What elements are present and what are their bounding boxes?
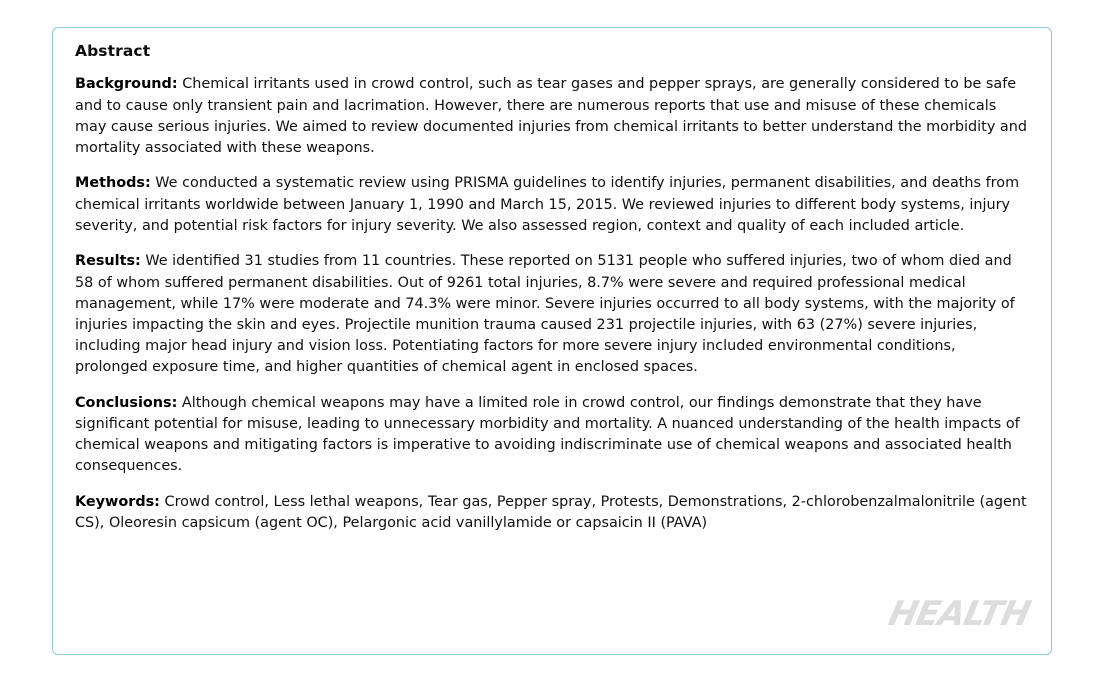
abstract-section-background — [75, 74, 1029, 159]
abstract-heading: Abstract — [75, 42, 151, 60]
abstract-section-keywords — [75, 492, 1029, 534]
section-label-methods: Methods: — [75, 175, 151, 192]
section-text-keywords: Crowd control, Less lethal weapons, Tear gas, Pepper spray, Protests, Demonstrations, 2-chlorobenzalmalonitrile (agent CS), Oleoresin capsicum (agent OC), Pelargonic acid vanillylamide or capsaicin II (PAVA) — [75, 493, 1027, 532]
abstract-section-methods — [75, 173, 1029, 237]
section-label-keywords: Keywords: — [75, 493, 160, 510]
section-text-methods: We conducted a systematic review using PRISMA guidelines to identify injuries, permanent disabilities, and deaths from chemical irritants worldwide between January 1, 1990 and March 15, 2015. We reviewed injuries to different body systems, injury severity, and potential risk factors for injury severity. We also assessed region, context and quality of each included article. — [75, 175, 1020, 234]
abstract-section-conclusions — [75, 393, 1029, 478]
watermark-text: HEALTH — [885, 594, 1034, 634]
abstract-panel — [52, 27, 1052, 655]
watermark — [879, 590, 1034, 638]
section-text-background: Chemical irritants used in crowd control, such as tear gases and pepper sprays, are generally considered to be safe and to cause only transient pain and lacrimation. However, there are numerous reports that use and misuse of these chemicals may cause serious injuries. We aimed to review documented injuries from chemical irritants to better understand the morbidity and mortality associated with these weapons. — [75, 76, 1027, 156]
section-text-results: We identified 31 studies from 11 countries. These reported on 5131 people who suffered injuries, two of whom died and 58 of whom suffered permanent disabilities. Out of 9261 total injuries, 8.7% were severe and required professional medical management, while 17% were moderate and 74.3% were minor. Severe injuries occurred to all body systems, with the majority of injuries impacting the skin and eyes. Projectile munition trauma caused 231 projectile injuries, with 63 (27%) severe injuries, including major head injury and vision loss. Potentiating factors for more severe injury included environmental conditions, prolonged exposure time, and higher quantities of chemical agent in enclosed spaces. — [75, 253, 1015, 376]
abstract-section-results — [75, 251, 1029, 378]
section-label-background: Background: — [75, 76, 178, 93]
section-label-results: Results: — [75, 253, 141, 270]
abstract-content — [53, 28, 1051, 544]
section-label-conclusions: Conclusions: — [75, 394, 178, 411]
section-text-conclusions: Although chemical weapons may have a limited role in crowd control, our findings demonstrate that they have significant potential for misuse, leading to unnecessary morbidity and mortality. A nuanced understanding of the health impacts of chemical weapons and mitigating factors is imperative to avoiding indiscriminate use of chemical weapons and associated health consequences. — [75, 394, 1020, 475]
